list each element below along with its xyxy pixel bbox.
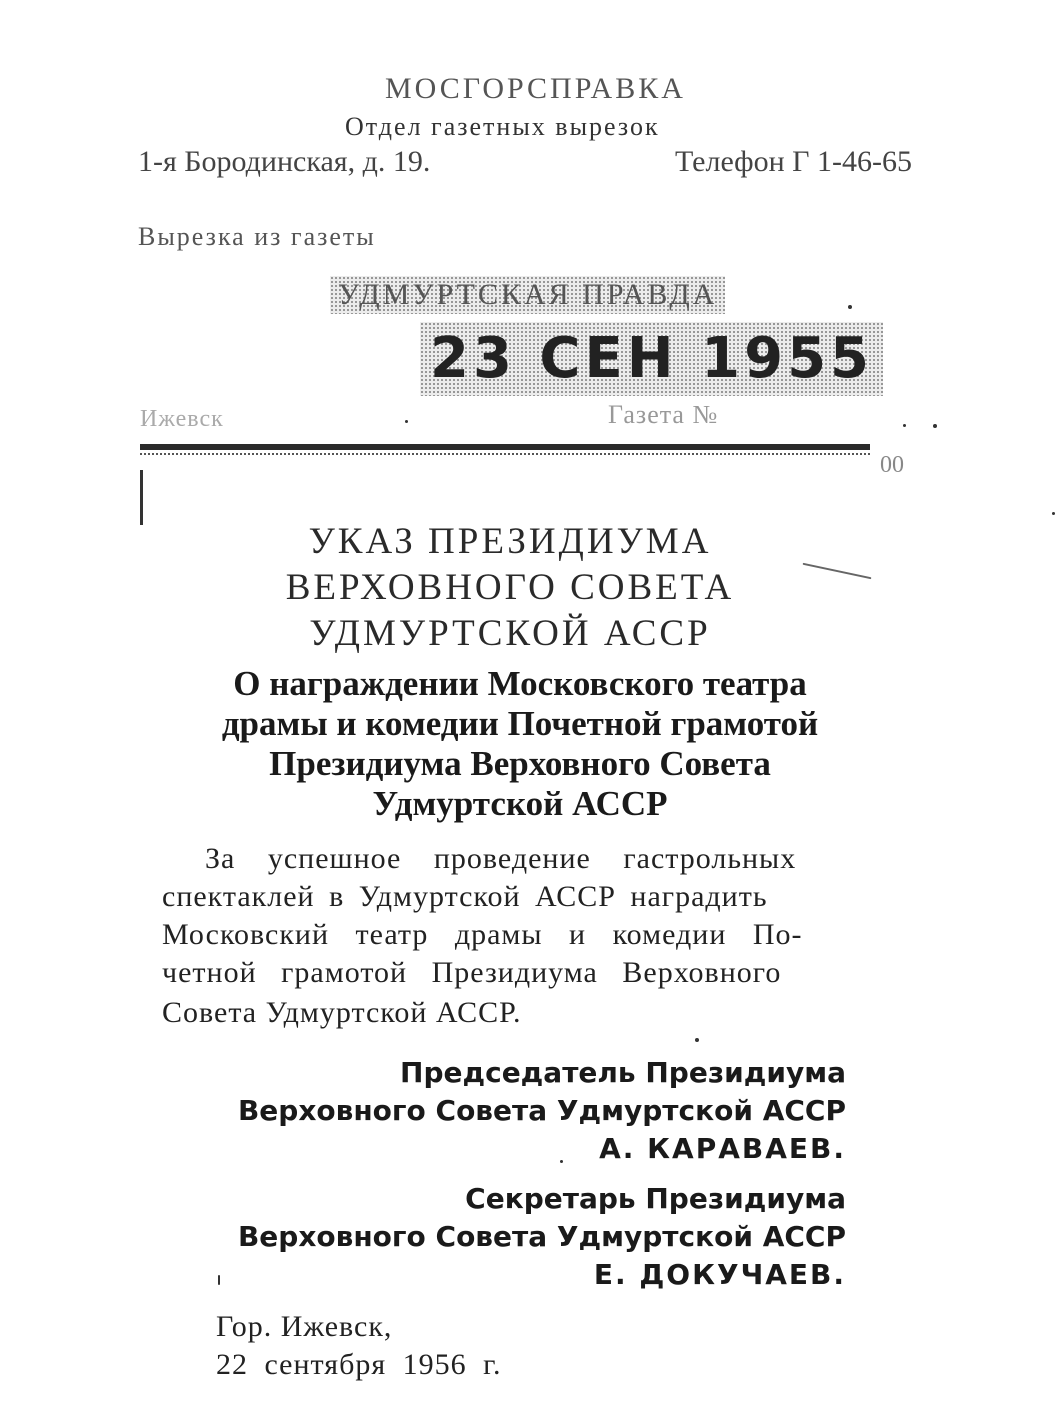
chairman-title-line: Верховного Совета Удмуртской АССР [237,1094,846,1127]
decree-title-line: ВЕРХОВНОГО СОВЕТА [285,567,735,608]
newspaper-name-stamp: УДМУРТСКАЯ ПРАВДА [330,276,725,314]
secretary-name: Е. ДОКУЧАЕВ. [593,1258,846,1291]
clipping-service-phone: Телефон Г 1-46-65 [675,145,912,178]
print-speck [218,1275,220,1285]
print-speck [903,424,906,427]
decree-body-line: четной грамотой Президиума Верховного [162,956,782,989]
print-speck [405,420,408,423]
clipping-department: Отдел газетных вырезок [345,112,660,141]
decree-subtitle-line: О награждении Московского театра [233,664,807,703]
decree-subtitle-line: Президиума Верховного Совета [269,744,771,783]
decree-body-line: Совета Удмуртской АССР. [162,996,522,1029]
chairman-title-line: Председатель Президиума [400,1056,846,1089]
decree-body-line: спектаклей в Удмуртской АССР наградить [162,880,768,913]
print-speck [848,305,852,309]
newspaper-issue-label: Газета № [608,400,719,429]
clipping-service-address: 1-я Бородинская, д. 19. [138,145,431,178]
decree-body-line: Московский театр драмы и комедии По- [162,918,803,951]
print-speck [933,424,937,428]
newspaper-city: Ижевск [140,406,224,432]
decree-title-line: УДМУРТСКОЙ АССР [309,613,711,654]
rule-number: 00 [880,452,904,478]
header-rule-dotted [140,453,870,455]
clipping-service-name: МОСГОРСПРАВКА [385,72,686,105]
decree-subtitle-line: Удмуртской АССР [372,784,668,823]
clipping-edge-mark [140,470,143,525]
decree-place: Гор. Ижевск, [216,1310,393,1343]
header-rule [140,444,870,450]
decree-date: 22 сентября 1956 г. [216,1348,502,1381]
clipping-from-label: Вырезка из газеты [138,222,376,251]
print-speck [695,1038,699,1042]
print-speck [560,1160,563,1163]
decree-subtitle-line: драмы и комедии Почетной грамотой [221,704,819,743]
secretary-title-line: Секретарь Президиума [465,1182,846,1215]
decree-title-line: УКАЗ ПРЕЗИДИУМА [308,521,712,562]
secretary-title-line: Верховного Совета Удмуртской АССР [237,1220,846,1253]
decree-body-line: За успешное проведение гастрольных [205,842,797,875]
chairman-name: А. КАРАВАЕВ. [599,1132,846,1165]
date-stamp: 23 СЕН 1955 [420,322,883,396]
print-speck [1052,512,1055,515]
